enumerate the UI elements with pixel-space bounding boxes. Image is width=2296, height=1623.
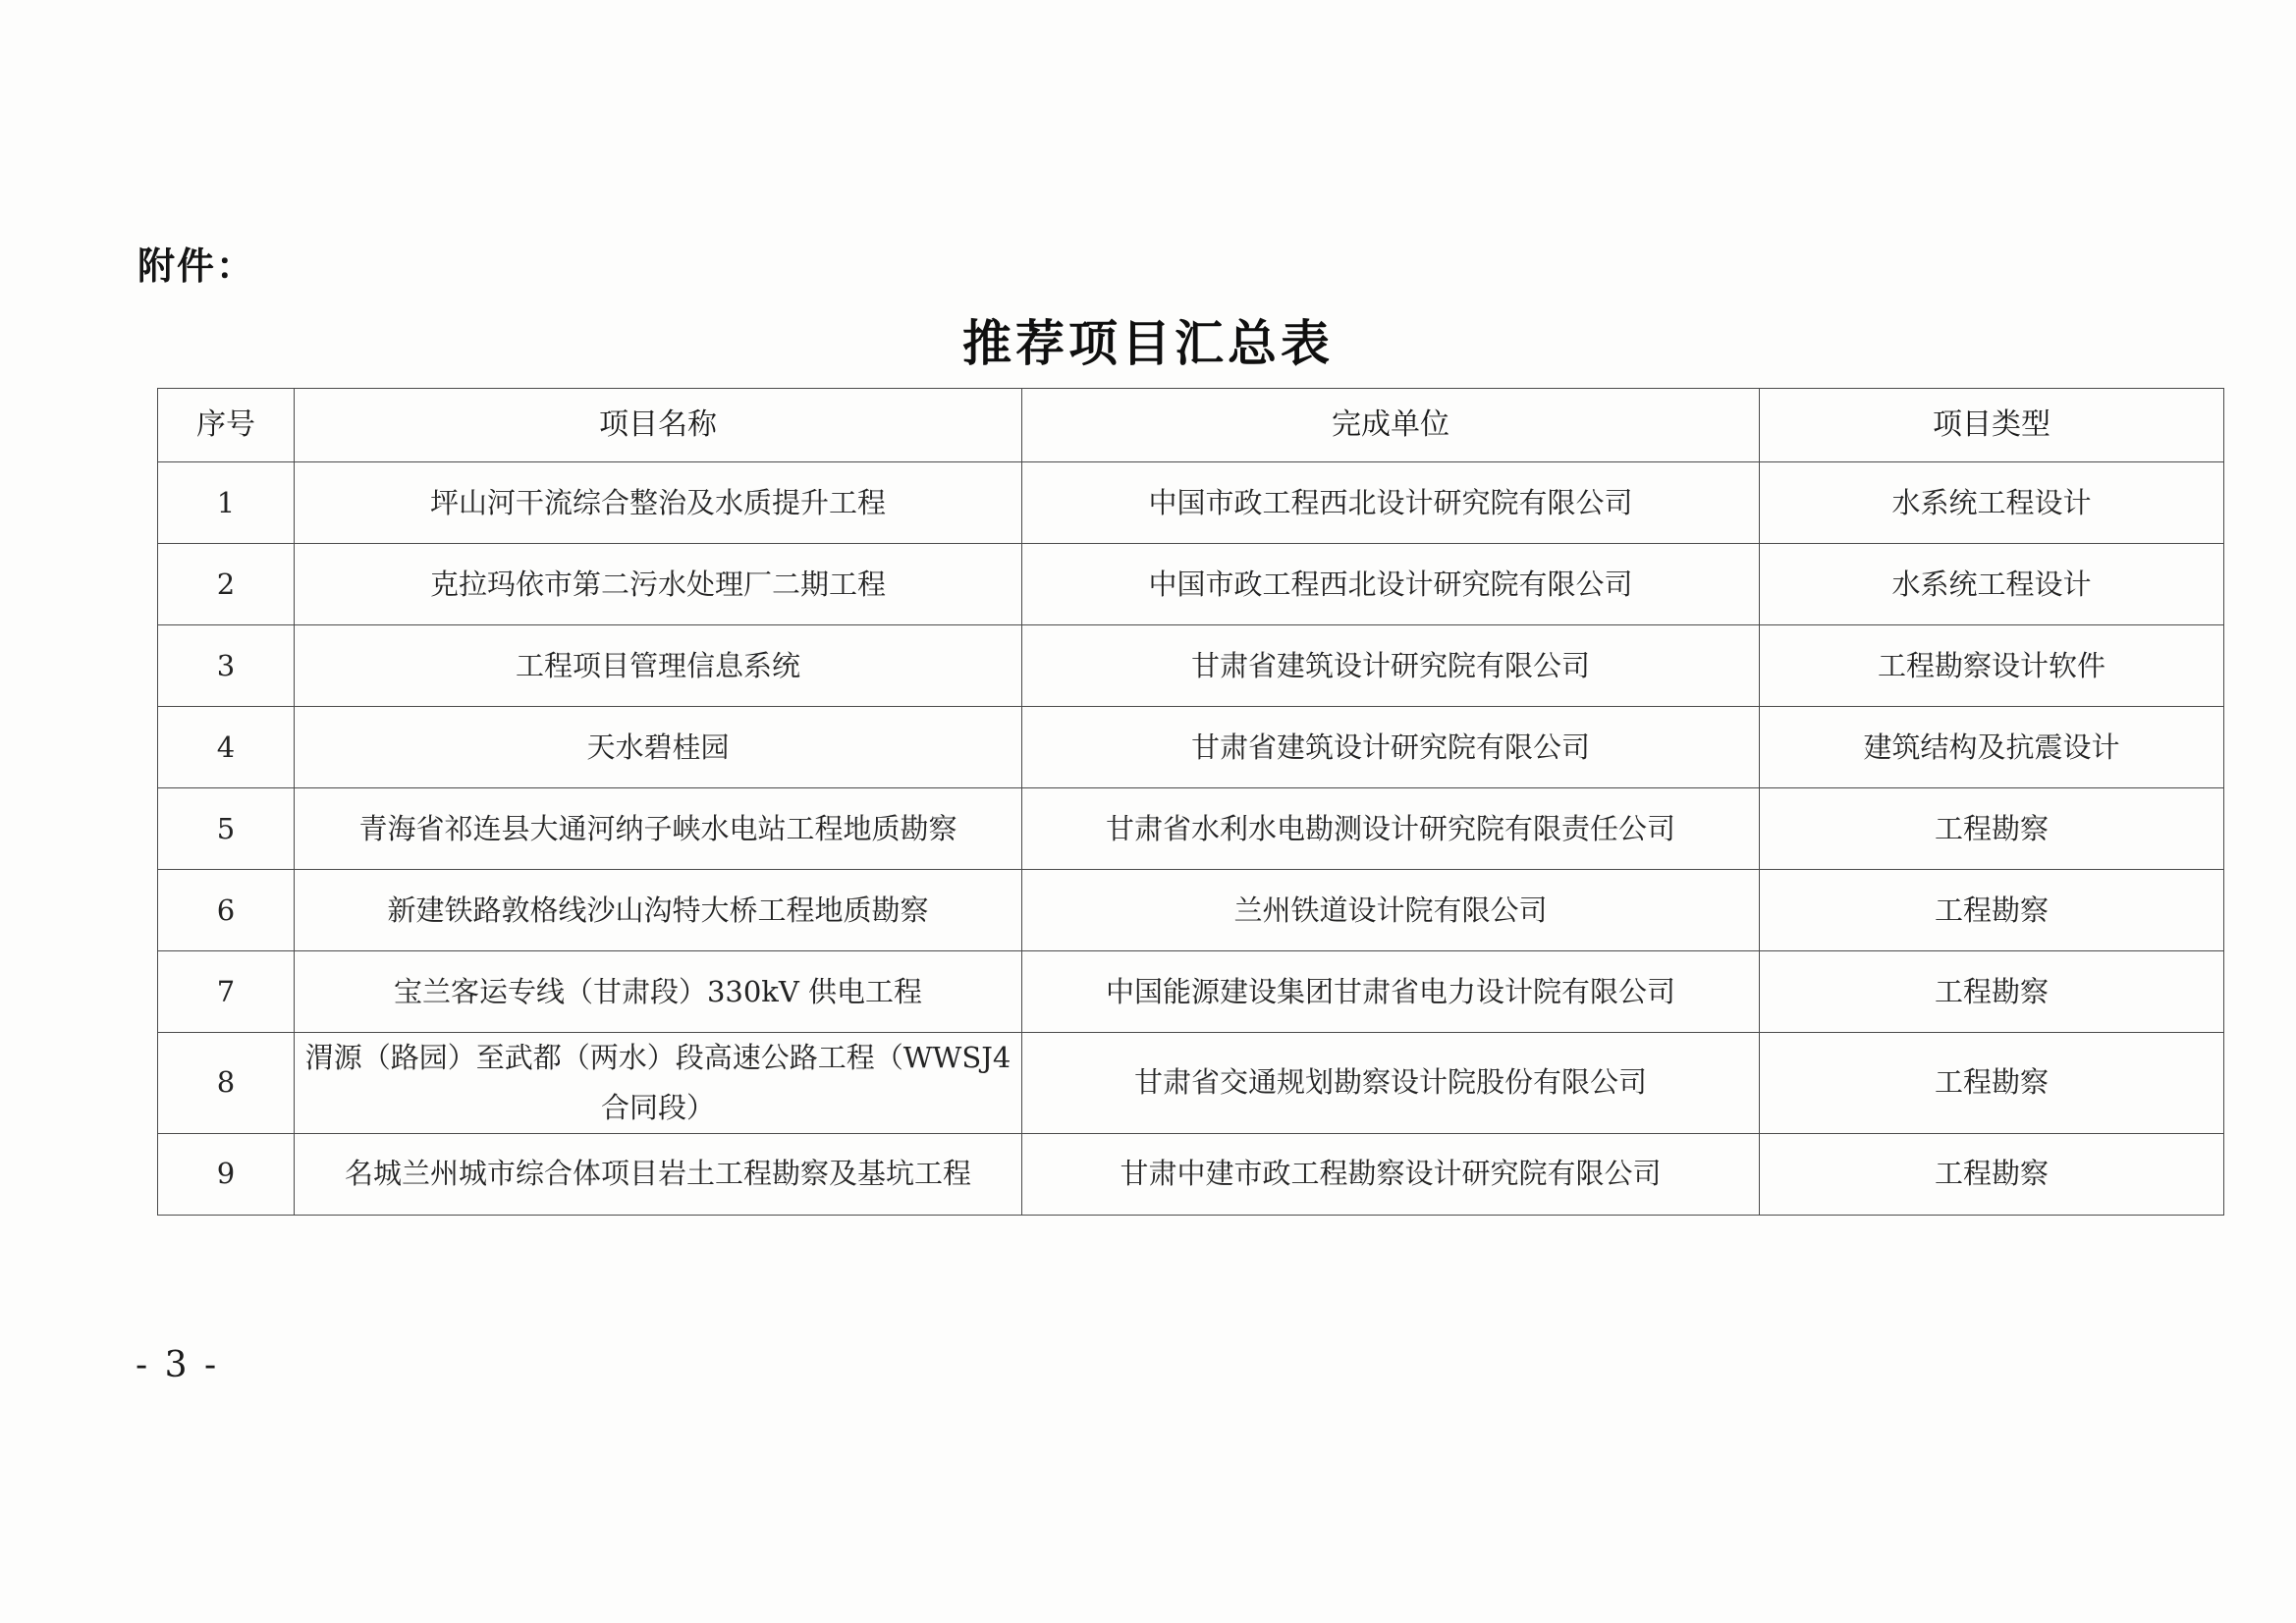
summary-table-container: [157, 388, 2141, 1216]
cell-completion-unit: 甘肃省建筑设计研究院有限公司: [1022, 625, 1760, 707]
cell-project-name: 坪山河干流综合整治及水质提升工程: [295, 462, 1022, 544]
cell-project-type: 工程勘察设计软件: [1760, 625, 2224, 707]
table-header: [158, 389, 2224, 462]
table-row: [158, 1033, 2224, 1134]
table-body: [158, 462, 2224, 1216]
cell-completion-unit: 中国市政工程西北设计研究院有限公司: [1022, 462, 1760, 544]
column-header-project-type: 项目类型: [1760, 389, 2224, 462]
cell-project-name: 宝兰客运专线（甘肃段）330kV 供电工程: [295, 951, 1022, 1033]
cell-project-name: 工程项目管理信息系统: [295, 625, 1022, 707]
cell-completion-unit: 中国能源建设集团甘肃省电力设计院有限公司: [1022, 951, 1760, 1033]
attachment-label: 附件：: [137, 243, 256, 288]
column-header-completion-unit: 完成单位: [1022, 389, 1760, 462]
table-row: [158, 462, 2224, 544]
cell-project-name: 克拉玛依市第二污水处理厂二期工程: [295, 544, 1022, 625]
cell-no: 7: [158, 951, 295, 1033]
cell-completion-unit: 甘肃省建筑设计研究院有限公司: [1022, 707, 1760, 788]
cell-project-type: 工程勘察: [1760, 1033, 2224, 1134]
cell-project-type: 工程勘察: [1760, 951, 2224, 1033]
cell-no: 4: [158, 707, 295, 788]
cell-project-type: 工程勘察: [1760, 788, 2224, 870]
cell-project-type: 水系统工程设计: [1760, 544, 2224, 625]
cell-project-type: 工程勘察: [1760, 870, 2224, 951]
cell-no: 3: [158, 625, 295, 707]
cell-completion-unit: 甘肃中建市政工程勘察设计研究院有限公司: [1022, 1133, 1760, 1215]
cell-project-type: 建筑结构及抗震设计: [1760, 707, 2224, 788]
table-header-row: [158, 389, 2224, 462]
cell-completion-unit: 甘肃省交通规划勘察设计院股份有限公司: [1022, 1033, 1760, 1134]
cell-project-name: 天水碧桂园: [295, 707, 1022, 788]
cell-completion-unit: 甘肃省水利水电勘测设计研究院有限责任公司: [1022, 788, 1760, 870]
cell-no: 6: [158, 870, 295, 951]
table-row: [158, 1133, 2224, 1215]
cell-project-name: 新建铁路敦格线沙山沟特大桥工程地质勘察: [295, 870, 1022, 951]
cell-project-type: 工程勘察: [1760, 1133, 2224, 1215]
cell-no: 2: [158, 544, 295, 625]
cell-no: 5: [158, 788, 295, 870]
table-row: [158, 951, 2224, 1033]
cell-project-name: 青海省祁连县大通河纳子峡水电站工程地质勘察: [295, 788, 1022, 870]
column-header-project-name: 项目名称: [295, 389, 1022, 462]
cell-project-type: 水系统工程设计: [1760, 462, 2224, 544]
table-row: [158, 625, 2224, 707]
cell-project-name: 渭源（路园）至武都（两水）段高速公路工程（WWSJ4 合同段）: [295, 1033, 1022, 1134]
cell-completion-unit: 中国市政工程西北设计研究院有限公司: [1022, 544, 1760, 625]
table-row: [158, 870, 2224, 951]
recommended-projects-table: [157, 388, 2224, 1216]
cell-no: 9: [158, 1133, 295, 1215]
cell-no: 8: [158, 1033, 295, 1134]
cell-completion-unit: 兰州铁道设计院有限公司: [1022, 870, 1760, 951]
page-title: 推荐项目汇总表: [962, 314, 1334, 372]
table-row: [158, 707, 2224, 788]
cell-no: 1: [158, 462, 295, 544]
cell-project-name: 名城兰州城市综合体项目岩土工程勘察及基坑工程: [295, 1133, 1022, 1215]
table-row: [158, 788, 2224, 870]
column-header-no: 序号: [158, 389, 295, 462]
page-number: - 3 -: [136, 1345, 220, 1385]
table-row: [158, 544, 2224, 625]
